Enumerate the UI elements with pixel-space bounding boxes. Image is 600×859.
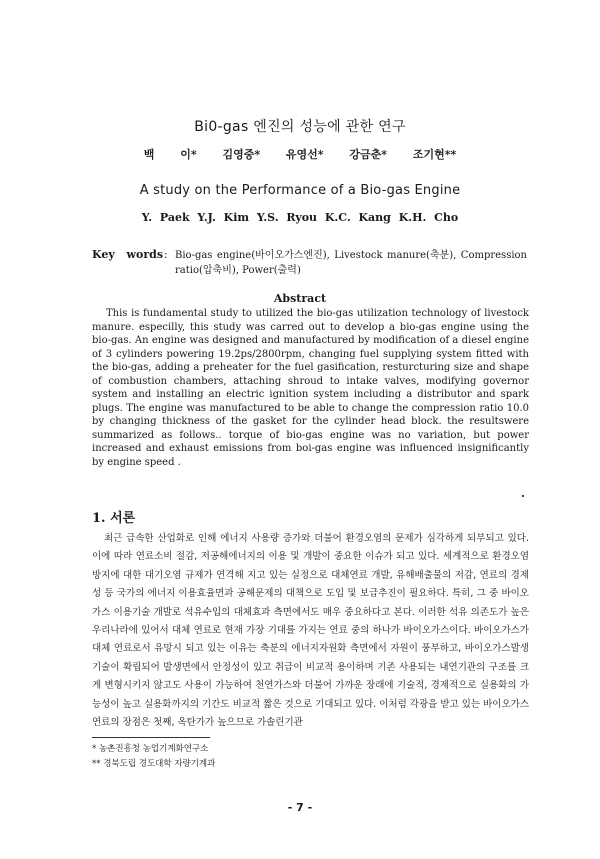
abstract-heading: Abstract xyxy=(273,292,327,305)
footnote-affiliation-1: * 농촌진흥청 농업기계화연구소 xyxy=(92,744,209,754)
footnote-affiliation-2: ** 경북도립 경도대학 자량기계과 xyxy=(92,759,216,769)
section-body xyxy=(92,530,529,732)
abstract-paragraph: This is fundamental study to utilized the bio-gas utilization technology of livestock manure. especilly, this study was carred out to develop a bio-gas engine using the bio-gas. An engine was designed and manufactured by modification of a diesel engine of 3 cylinders powering 19.2ps/2800rpm, changing fuel supplying system fitted with the bio-gas, adding a preheater for the fuel gasification, resturcturing size and shape of combustion chambers, attaching shroud to intake valves, modifying governor system and installing an electric ignition system including a distributor and spark plugs. The engine was manufactured to be able to change the compression ratio 10.0 by changing thickness of the gasket for the cylinder head block. the resultswere summarized as follows.. torque of bio-gas engine was no variation, but power increased and exhaust emissions from boi-gas engine was influenced insignificantly by engine speed . xyxy=(92,308,529,468)
abstract-body xyxy=(92,307,529,469)
trailing-mark: . xyxy=(521,487,525,500)
keywords-colon: : xyxy=(164,248,168,261)
paper-title-korean: Bi0-gas 엔진의 성능에 관한 연구 xyxy=(194,119,406,135)
paper-title-english: A study on the Performance of a Bio-gas Engine xyxy=(139,183,461,198)
author-list-english: Y. Paek Y.J. Kim Y.S. Ryou K.C. Kang K.H. Cho xyxy=(141,211,459,224)
page-number: - 7 - xyxy=(287,801,313,814)
section-heading: 1. 서론 xyxy=(92,511,136,526)
body-paragraph: 최근 급속한 산업화로 인해 에너지 사용량 증가와 더불어 환경오염의 문제가 심각하게 되부되고 있다. 이에 따라 연료소비 절감, 저공해에너지의 이용 및 개발이 중요한 이슈가 되고 있다. 세계적으로 환경오염 방지에 대한 대기오염 규제가 연격해 지고 있는 실정으로 대체연료 개발, 유해배출물의 저감, 연료의 경제성 등 국가의 에너지 이용효율면과 공해문제의 대책으로 도입 및 보급추진이 필요하다. 특히, 그 중 바이오가스 이용기술 개발로 석유수입의 대체효과 측면에서도 매우 중요하다고 본다. 이러한 석유 의존도가 높은 우리나라에 있어서 대체 연료로 현재 가장 기대를 가지는 연료 중의 하나가 바이오가스이다. 바이오가스가 대체 연료로서 유망시 되고 있는 이유는 축분의 에너지자원화 측면에서 자원이 풍부하고, 바이오가스발생 기술이 확립되어 발생면에서 안정성이 있고 취급이 비교적 용이하며 기존 사용되는 내연기관의 구조를 크게 변형시키지 않고도 사용이 가능하여 천연가스와 더불어 가까운 장래에 기술적, 경제적으로 실용화의 가능성이 높고 실용화까지의 기간도 비교적 짧은 것으로 기대되고 있다. 이처럼 각광을 받고 있는 바이오가스 연료의 장점은 첫째, 옥탄가가 높으므로 가솔린기관 xyxy=(92,533,529,729)
keywords-text: Bio-gas engine(바이오가스엔진), Livestock manure(축분), Compression ratio(압축비), Power(출력) xyxy=(175,250,527,276)
author-list-korean: 백 이* 김영중* 유영선* 강금춘* 조기현** xyxy=(143,148,457,161)
footnote-divider xyxy=(92,737,210,738)
keywords-label: Key words xyxy=(92,248,164,261)
